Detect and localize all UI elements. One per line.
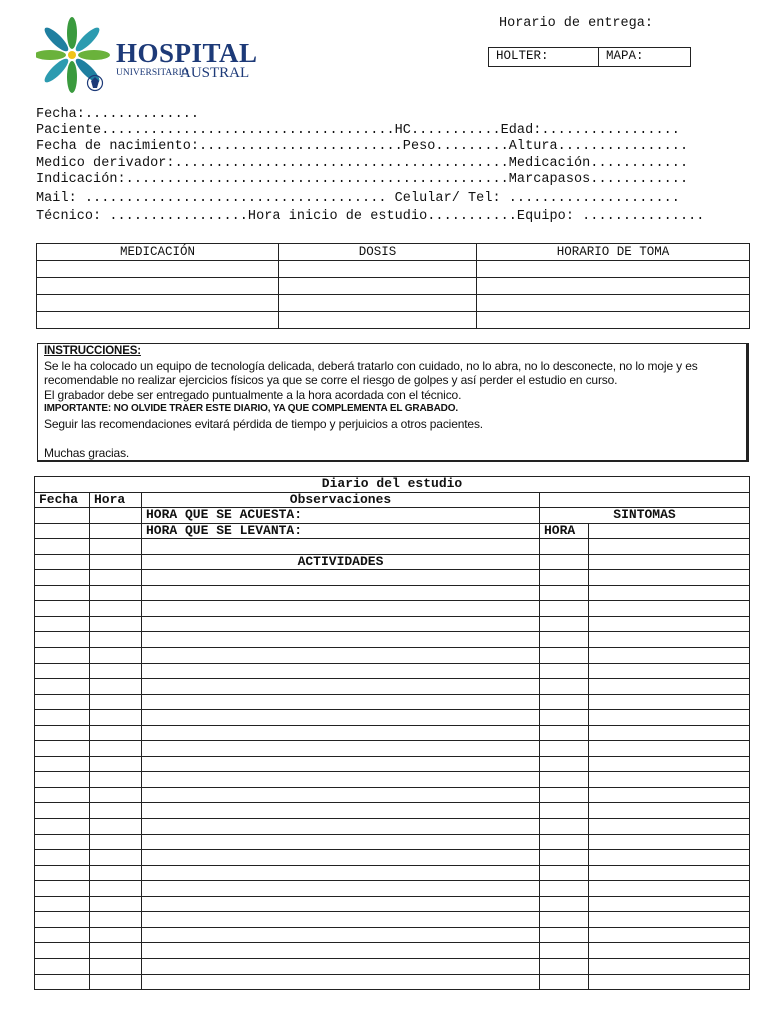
table-cell[interactable] — [540, 601, 589, 617]
mail-line[interactable]: Mail: ..................................... Celular/ Tel: ..................... — [36, 191, 680, 206]
table-cell[interactable] — [142, 679, 540, 695]
horario-toma-header: HORARIO DE TOMA — [477, 244, 750, 261]
table-cell[interactable] — [142, 896, 540, 912]
table-cell[interactable] — [589, 943, 750, 959]
table-row[interactable] — [37, 312, 750, 329]
table-cell[interactable] — [35, 725, 90, 741]
table-cell[interactable] — [540, 834, 589, 850]
table-cell[interactable] — [589, 741, 750, 757]
table-cell[interactable] — [142, 927, 540, 943]
table-cell[interactable] — [589, 554, 750, 570]
table-cell[interactable] — [90, 554, 142, 570]
table-row[interactable] — [35, 865, 750, 881]
table-cell[interactable] — [90, 912, 142, 928]
table-cell[interactable] — [589, 601, 750, 617]
table-cell[interactable] — [142, 710, 540, 726]
table-cell[interactable] — [540, 896, 589, 912]
crest-icon — [86, 72, 104, 94]
table-cell[interactable] — [142, 741, 540, 757]
observaciones-header: Observaciones — [142, 492, 540, 508]
instructions-line: recomendable no realizar ejercicios físicos ya que se corre el riesgo de golpes y así perder el estudio en curso. — [44, 373, 618, 388]
table-cell[interactable] — [142, 648, 540, 664]
table-cell[interactable] — [540, 632, 589, 648]
table-cell[interactable] — [37, 261, 279, 278]
table-cell[interactable] — [35, 679, 90, 695]
table-cell[interactable] — [540, 648, 589, 664]
table-cell[interactable] — [540, 819, 589, 835]
table-row[interactable] — [35, 927, 750, 943]
table-row[interactable] — [35, 741, 750, 757]
delivery-schedule-box — [488, 47, 691, 67]
table-cell[interactable] — [35, 741, 90, 757]
instructions-important: IMPORTANTE: NO OLVIDE TRAER ESTE DIARIO, YA QUE COMPLEMENTA EL GRABADO. — [44, 403, 459, 415]
table-cell[interactable] — [90, 974, 142, 990]
table-cell[interactable] — [142, 834, 540, 850]
table-cell[interactable] — [142, 539, 540, 555]
table-cell[interactable] — [540, 710, 589, 726]
table-cell[interactable] — [90, 694, 142, 710]
table-cell[interactable] — [90, 881, 142, 897]
diary-title: Diario del estudio — [35, 477, 750, 493]
actividades-row[interactable] — [35, 554, 750, 570]
table-cell[interactable] — [279, 295, 477, 312]
fecha-header: Fecha — [35, 492, 90, 508]
table-row[interactable] — [35, 570, 750, 586]
table-cell[interactable] — [142, 850, 540, 866]
table-cell[interactable] — [35, 648, 90, 664]
table-cell[interactable] — [35, 912, 90, 928]
table-cell[interactable] — [540, 912, 589, 928]
table-row[interactable] — [35, 787, 750, 803]
table-cell[interactable] — [90, 523, 142, 539]
delivery-schedule-title: Horario de entrega: — [499, 16, 653, 31]
table-row[interactable] — [35, 912, 750, 928]
table-cell[interactable] — [589, 585, 750, 601]
instructions-box — [37, 343, 749, 462]
table-cell[interactable] — [279, 278, 477, 295]
table-cell[interactable] — [35, 554, 90, 570]
table-cell[interactable] — [142, 632, 540, 648]
table-cell[interactable] — [90, 943, 142, 959]
table-cell[interactable] — [37, 295, 279, 312]
table-cell[interactable] — [142, 803, 540, 819]
table-cell[interactable] — [35, 616, 90, 632]
logo-austral-text: AUSTRAL — [180, 65, 250, 81]
logo-subtitle-text: UNIVERSITARIO — [116, 68, 189, 78]
table-cell[interactable] — [589, 974, 750, 990]
table-cell[interactable] — [589, 710, 750, 726]
table-cell[interactable] — [589, 539, 750, 555]
hora-sintoma-header: HORA — [540, 523, 589, 539]
table-cell[interactable] — [90, 787, 142, 803]
table-cell[interactable] — [540, 756, 589, 772]
holter-field[interactable]: HOLTER: — [489, 48, 599, 66]
table-cell[interactable] — [90, 601, 142, 617]
table-cell[interactable] — [35, 632, 90, 648]
table-cell[interactable] — [35, 523, 90, 539]
table-cell[interactable] — [142, 772, 540, 788]
tecnico-line[interactable]: Técnico: .................Hora inicio de estudio...........Equipo: ............... — [36, 209, 705, 224]
table-cell[interactable] — [142, 912, 540, 928]
table-cell[interactable] — [90, 616, 142, 632]
table-row[interactable] — [35, 694, 750, 710]
table-cell[interactable] — [477, 261, 750, 278]
table-row[interactable] — [37, 278, 750, 295]
table-cell[interactable] — [540, 974, 589, 990]
table-cell[interactable] — [90, 585, 142, 601]
table-cell[interactable] — [90, 570, 142, 586]
table-cell[interactable] — [589, 694, 750, 710]
instructions-line: El grabador debe ser entregado puntualmente a la hora acordada con el técnico. — [44, 387, 462, 402]
table-cell[interactable] — [540, 570, 589, 586]
table-cell[interactable] — [142, 601, 540, 617]
table-row[interactable] — [35, 710, 750, 726]
table-cell[interactable] — [540, 787, 589, 803]
table-cell[interactable] — [540, 554, 589, 570]
table-row[interactable] — [35, 974, 750, 990]
table-cell[interactable] — [90, 772, 142, 788]
table-cell[interactable] — [589, 865, 750, 881]
table-cell[interactable] — [589, 927, 750, 943]
table-cell[interactable] — [90, 663, 142, 679]
table-cell[interactable] — [540, 958, 589, 974]
instructions-line: Se le ha colocado un equipo de tecnología delicada, deberá tratarlo con cuidado, no lo abra, no lo desconecte, no lo moje y es — [44, 358, 698, 373]
table-cell[interactable] — [589, 803, 750, 819]
table-cell[interactable] — [279, 312, 477, 329]
table-cell[interactable] — [142, 974, 540, 990]
table-cell[interactable] — [589, 570, 750, 586]
paciente-line[interactable]: Paciente....................................HC...........Edad:................. — [36, 123, 680, 138]
table-cell[interactable] — [477, 312, 750, 329]
table-cell[interactable] — [589, 819, 750, 835]
levanta-label[interactable]: HORA QUE SE LEVANTA: — [142, 523, 540, 539]
table-cell[interactable] — [142, 756, 540, 772]
table-row[interactable] — [35, 679, 750, 695]
table-cell[interactable] — [90, 834, 142, 850]
table-cell[interactable] — [90, 756, 142, 772]
table-row[interactable] — [35, 881, 750, 897]
table-cell[interactable] — [142, 663, 540, 679]
dosis-header: DOSIS — [279, 244, 477, 261]
hospital-logo — [36, 14, 258, 98]
table-cell[interactable] — [279, 261, 477, 278]
instructions-title: INSTRUCCIONES: — [44, 345, 141, 357]
table-cell[interactable] — [90, 958, 142, 974]
table-cell[interactable] — [540, 694, 589, 710]
table-cell[interactable] — [37, 278, 279, 295]
table-cell[interactable] — [589, 834, 750, 850]
table-cell[interactable] — [35, 834, 90, 850]
table-row[interactable] — [35, 803, 750, 819]
diary-title-row — [35, 477, 750, 493]
table-cell[interactable] — [35, 772, 90, 788]
table-row[interactable] — [35, 632, 750, 648]
table-cell[interactable] — [540, 850, 589, 866]
table-cell[interactable] — [589, 756, 750, 772]
table-cell[interactable] — [90, 819, 142, 835]
table-cell[interactable] — [589, 648, 750, 664]
medicacion-header: MEDICACIÓN — [37, 244, 279, 261]
table-cell[interactable] — [35, 943, 90, 959]
table-cell[interactable] — [35, 927, 90, 943]
table-cell[interactable] — [90, 679, 142, 695]
table-cell[interactable] — [477, 278, 750, 295]
table-row[interactable] — [35, 616, 750, 632]
table-cell[interactable] — [142, 694, 540, 710]
table-row[interactable] — [35, 725, 750, 741]
table-cell[interactable] — [35, 881, 90, 897]
table-cell[interactable] — [540, 679, 589, 695]
table-cell[interactable] — [90, 710, 142, 726]
table-cell[interactable] — [540, 803, 589, 819]
table-row[interactable] — [37, 295, 750, 312]
table-cell[interactable] — [540, 492, 750, 508]
table-cell[interactable] — [540, 943, 589, 959]
table-cell[interactable] — [35, 601, 90, 617]
table-cell[interactable] — [142, 787, 540, 803]
table-cell[interactable] — [142, 865, 540, 881]
table-cell[interactable] — [477, 295, 750, 312]
fecha-line[interactable]: Fecha:.............. — [36, 107, 200, 122]
table-row[interactable] — [35, 539, 750, 555]
table-row[interactable] — [35, 585, 750, 601]
table-cell[interactable] — [90, 632, 142, 648]
table-cell[interactable] — [589, 881, 750, 897]
table-cell[interactable] — [35, 539, 90, 555]
table-cell[interactable] — [90, 850, 142, 866]
medication-table — [36, 243, 750, 329]
table-cell[interactable] — [540, 585, 589, 601]
table-cell[interactable] — [589, 958, 750, 974]
diary-header-row — [35, 492, 750, 508]
diary-table — [34, 476, 750, 990]
table-row[interactable] — [35, 819, 750, 835]
table-cell[interactable] — [589, 896, 750, 912]
table-cell[interactable] — [142, 616, 540, 632]
table-cell[interactable] — [90, 927, 142, 943]
table-cell[interactable] — [90, 725, 142, 741]
hora-header: Hora — [90, 492, 142, 508]
instructions-line: Seguir las recomendaciones evitará pérdida de tiempo y perjuicios a otros pacientes. — [44, 416, 483, 431]
table-cell[interactable] — [35, 570, 90, 586]
logo-hospital-text: HOSPITAL — [116, 38, 258, 68]
table-row[interactable] — [35, 663, 750, 679]
table-cell[interactable] — [35, 663, 90, 679]
instructions-thanks: Muchas gracias. — [44, 446, 130, 461]
table-cell[interactable] — [90, 865, 142, 881]
table-cell[interactable] — [142, 943, 540, 959]
table-row[interactable] — [35, 648, 750, 664]
table-cell[interactable] — [35, 896, 90, 912]
actividades-header: ACTIVIDADES — [142, 554, 540, 570]
table-cell[interactable] — [540, 927, 589, 943]
table-cell[interactable] — [589, 725, 750, 741]
indicacion-line[interactable]: Indicación:...............................................Marcapasos............ — [36, 172, 689, 187]
table-cell[interactable] — [540, 616, 589, 632]
table-cell[interactable] — [142, 725, 540, 741]
table-row[interactable] — [35, 834, 750, 850]
table-cell[interactable] — [35, 694, 90, 710]
acuesta-label[interactable]: HORA QUE SE ACUESTA: — [142, 508, 540, 524]
table-cell[interactable] — [589, 616, 750, 632]
table-cell[interactable] — [90, 741, 142, 757]
table-cell[interactable] — [35, 974, 90, 990]
table-row[interactable] — [35, 896, 750, 912]
table-cell[interactable] — [35, 850, 90, 866]
table-cell[interactable] — [589, 912, 750, 928]
table-row[interactable] — [35, 772, 750, 788]
table-cell[interactable] — [540, 741, 589, 757]
table-cell[interactable] — [142, 881, 540, 897]
table-cell[interactable] — [90, 648, 142, 664]
table-cell[interactable] — [540, 539, 589, 555]
table-cell[interactable] — [35, 787, 90, 803]
table-cell[interactable] — [540, 772, 589, 788]
table-row[interactable] — [35, 850, 750, 866]
table-cell[interactable] — [35, 819, 90, 835]
levanta-row[interactable] — [35, 523, 750, 539]
table-cell[interactable] — [35, 710, 90, 726]
table-row[interactable] — [37, 261, 750, 278]
medication-header-row — [37, 244, 750, 261]
table-cell[interactable] — [589, 663, 750, 679]
table-cell[interactable] — [589, 772, 750, 788]
table-cell[interactable] — [90, 508, 142, 524]
table-cell[interactable] — [540, 865, 589, 881]
table-cell[interactable] — [540, 725, 589, 741]
table-row[interactable] — [35, 756, 750, 772]
table-row[interactable] — [35, 943, 750, 959]
table-cell[interactable] — [142, 958, 540, 974]
table-cell[interactable] — [35, 585, 90, 601]
table-cell[interactable] — [589, 523, 750, 539]
table-cell[interactable] — [35, 508, 90, 524]
table-cell[interactable] — [35, 865, 90, 881]
table-cell[interactable] — [37, 312, 279, 329]
table-cell[interactable] — [589, 787, 750, 803]
table-cell[interactable] — [589, 632, 750, 648]
spacer — [44, 432, 746, 447]
table-cell[interactable] — [90, 896, 142, 912]
table-cell[interactable] — [142, 585, 540, 601]
table-cell[interactable] — [90, 803, 142, 819]
medico-line[interactable]: Medico derivador:.........................................Medicación............ — [36, 156, 689, 171]
table-cell[interactable] — [142, 570, 540, 586]
mapa-field[interactable]: MAPA: — [606, 49, 644, 63]
table-row[interactable] — [35, 958, 750, 974]
table-cell[interactable] — [540, 663, 589, 679]
acuesta-row[interactable] — [35, 508, 750, 524]
table-cell[interactable] — [35, 958, 90, 974]
table-row[interactable] — [35, 601, 750, 617]
table-cell[interactable] — [90, 539, 142, 555]
table-cell[interactable] — [540, 881, 589, 897]
table-cell[interactable] — [35, 756, 90, 772]
table-cell[interactable] — [589, 679, 750, 695]
table-cell[interactable] — [589, 850, 750, 866]
sintomas-header: SINTOMAS — [540, 508, 750, 524]
table-cell[interactable] — [142, 819, 540, 835]
nacimiento-line[interactable]: Fecha de nacimiento:.........................Peso.........Altura................ — [36, 139, 689, 154]
table-cell[interactable] — [35, 803, 90, 819]
